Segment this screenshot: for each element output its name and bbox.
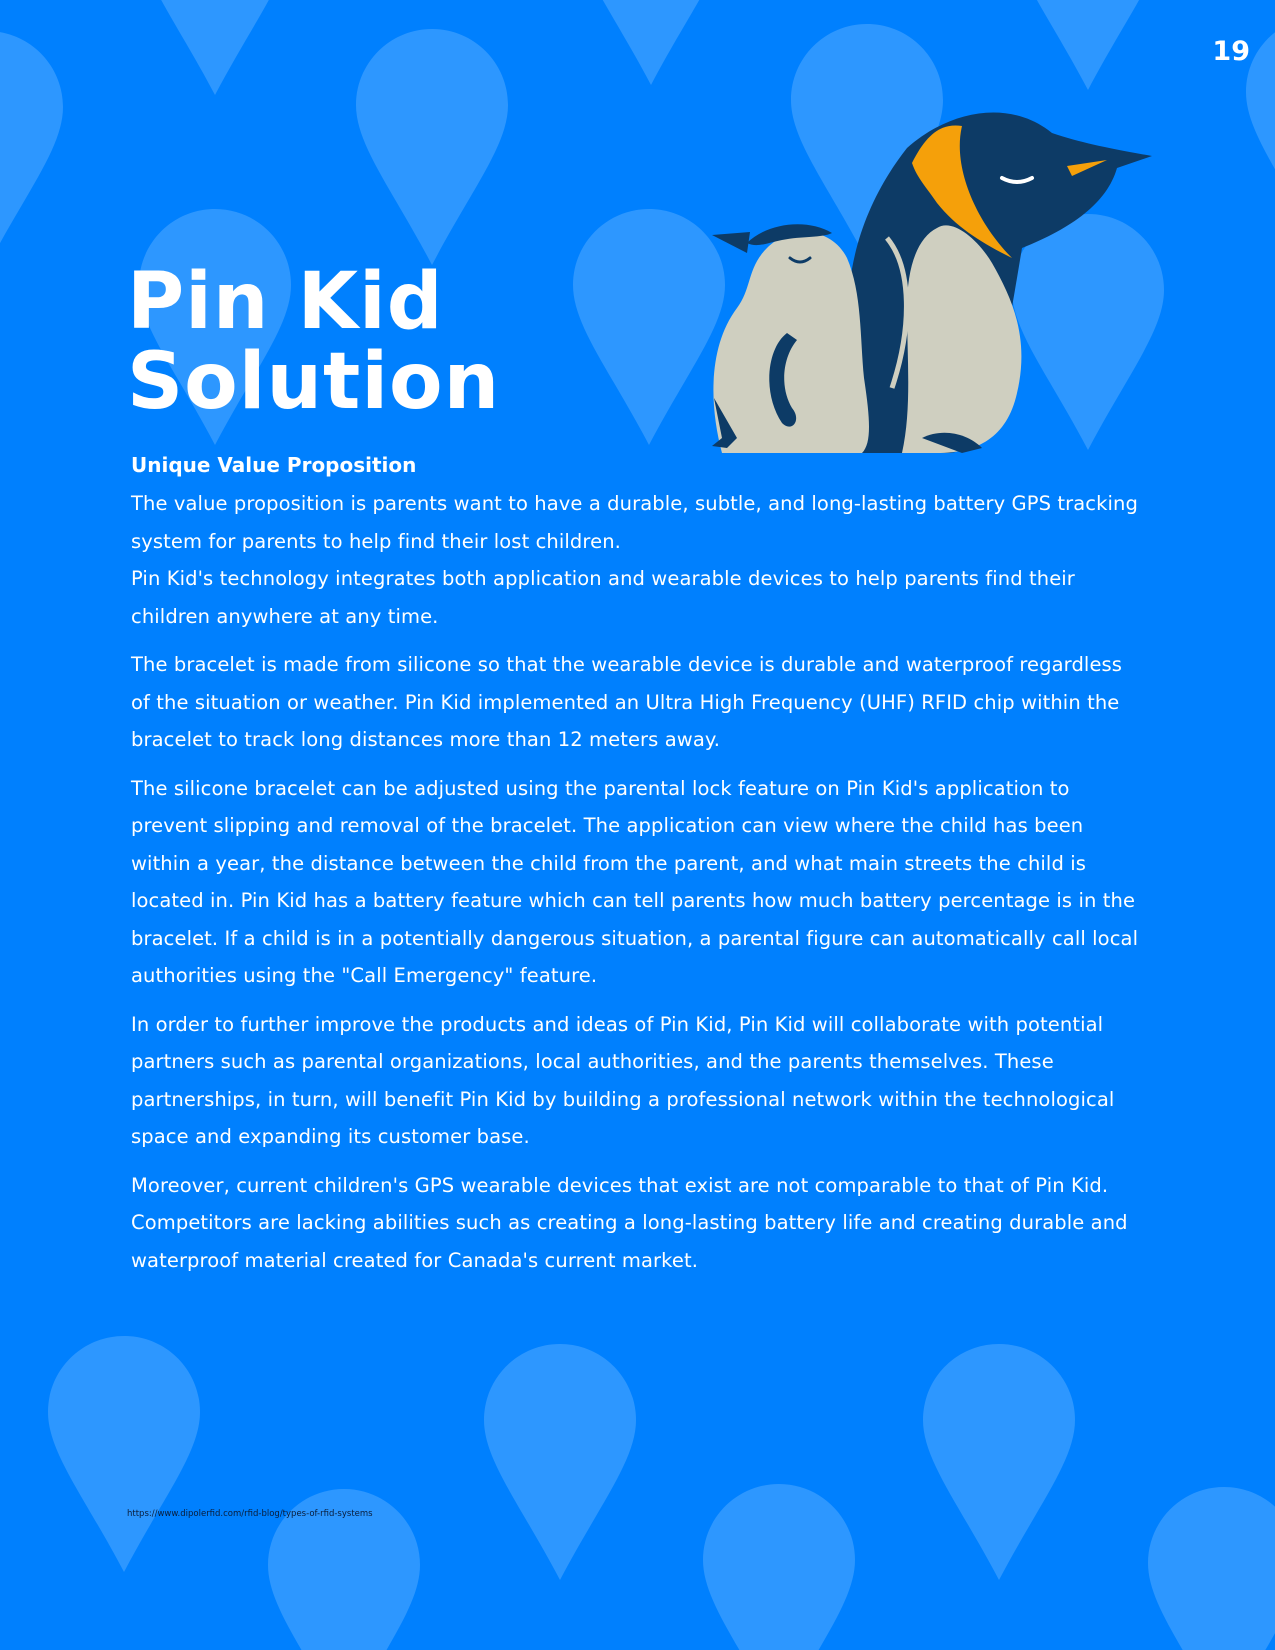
paragraph-bracelet-material: The bracelet is made from silicone so that the wearable device is durable and waterproof regardless of the situation or weather. Pin Kid implemented an Ultra High Frequency (UHF) RFID chip within the bracelet to track long distances more than 12 meters away. (131, 653, 1123, 751)
paragraph-competitors: Moreover, current children's GPS wearable devices that exist are not comparable to that of Pin Kid. Competitors are lacking abilities such as creating a long-lasting battery life and creating durable and waterproof material created for Canada's current market. (131, 1173, 1128, 1272)
page-number: 19 (1212, 36, 1250, 67)
title-line-1: Pin Kid (127, 257, 444, 347)
main-content (131, 450, 1141, 1290)
chick-beak (712, 232, 750, 253)
page-title (127, 257, 501, 427)
paragraph-value-proposition: The value proposition is parents want to have a durable, subtle, and long-lasting battery GPS tracking system for parents to help find their lost children. (131, 492, 1138, 553)
title-line-2: Solution (127, 337, 501, 427)
penguin-illustration-icon (712, 108, 1152, 478)
paragraph-app-features: The silicone bracelet can be adjusted using the parental lock feature on Pin Kid's application to prevent slipping and removal of the bracelet. The application can view where the child has been within a year, the distance between the child from the parent, and what main streets the child is located in. Pin Kid has a battery feature which can tell parents how much battery percentage is in the bracelet. If a child is in a potentially dangerous situation, a parental figure can automatically call local authorities using the "Call Emergency" feature. (131, 776, 1139, 987)
paragraph-partnerships: In order to further improve the products and ideas of Pin Kid, Pin Kid will collaborate with potential partners such as parental organizations, local authorities, and the parents themselves. These partnerships, in turn, will benefit Pin Kid by building a professional network within the technological space and expanding its customer base. (131, 1012, 1115, 1148)
section-subheading: Unique Value Proposition (131, 453, 417, 477)
paragraph-technology: Pin Kid's technology integrates both application and wearable devices to help parents find their children anywhere at any time. (131, 567, 1075, 628)
footnote-link[interactable]: https://www.dipolerfid.com/rfid-blog/types-of-rfid-systems (127, 1509, 373, 1519)
